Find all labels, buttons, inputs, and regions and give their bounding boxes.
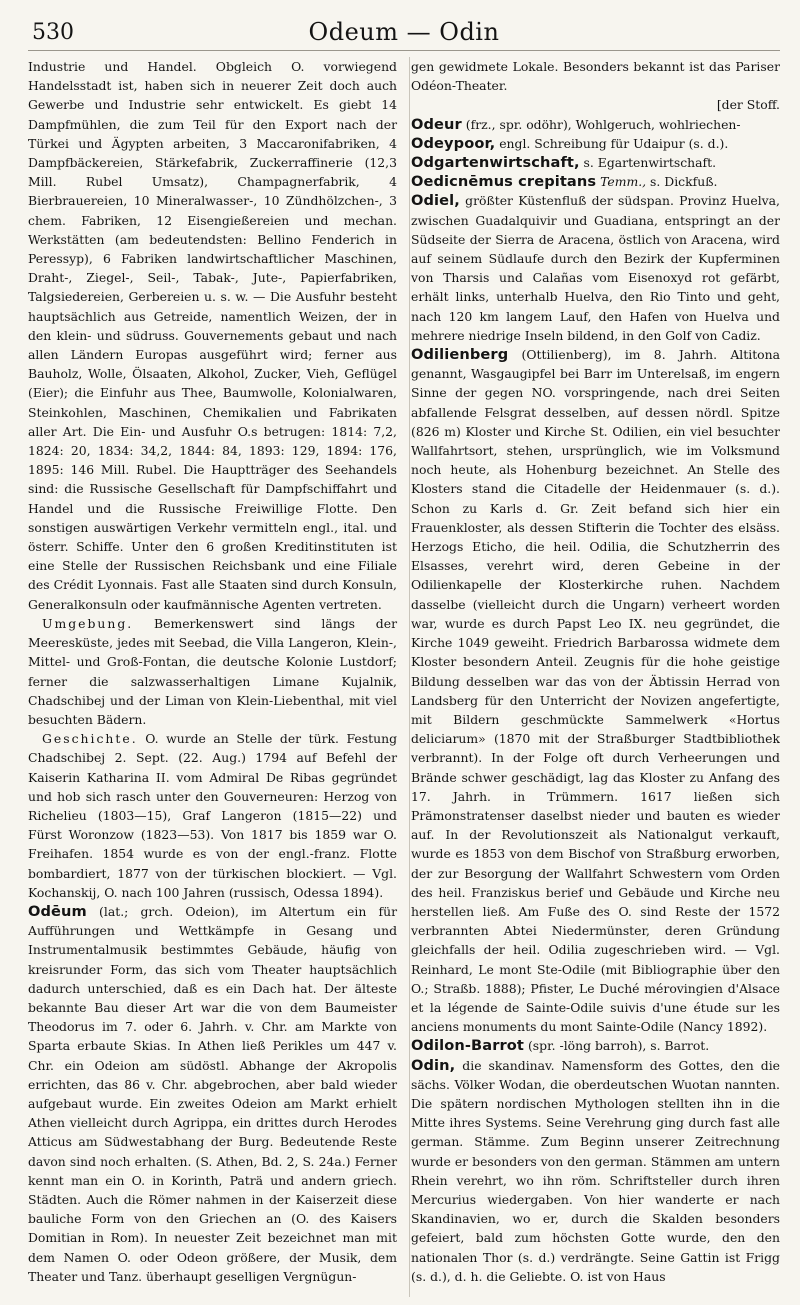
headword-odgartenwirtschaft: Odgartenwirtschaft, (411, 154, 580, 172)
entry-odilon-barrot-text: (spr. -löng barroh), s. Barrot. (524, 1038, 710, 1054)
section-lead-surroundings: Umgebung. (42, 615, 134, 631)
headword-oedicnemus: Oedicnēmus crepitans (411, 173, 597, 191)
column-divider (409, 57, 410, 1297)
entry-odeum (28, 902, 397, 1286)
carryover-note: [der Stoff. (716, 97, 780, 113)
headword-odeum: Odēum (28, 902, 87, 920)
page-number: 530 (32, 20, 74, 45)
paragraph-surroundings (28, 614, 397, 729)
page-header (28, 14, 780, 51)
right-column (411, 57, 780, 1297)
entry-odeur-text: (frz., spr. odöhr), Wohlgeruch, wohlriechen- (461, 116, 741, 132)
entry-odgartenwirtschaft-text: s. Egartenwirtschaft. (579, 155, 717, 171)
entry-odeypoor-text: engl. Schreibung für Udaipur (s. d.). (495, 135, 729, 151)
headword-odiel: Odiel, (411, 192, 460, 210)
entry-oedicnemus (411, 172, 780, 191)
authority-oedicnemus: Temm., (596, 174, 647, 190)
entry-odilon-barrot (411, 1036, 780, 1055)
entry-odiel-text: größter Küstenfluß der südspan. Provinz Huelva, zwischen Guadalquivir und Guadiana, entspringt an der Südseite der Sierra de Aracena, östlich von Aracena, wird auf seinem Südlaufe durch den Bezirk der Kupferminen von Tharsis und Calañas vom Eisenoxyd rot gefärbt, erhält links, unterhalb Huelva, den Rio Tinto und geht, nach 120 km langem Lauf, den Hafen von Huelva und mehrere niedrige Inseln bildend, in den Golf von Cadiz. (411, 193, 780, 343)
entry-odeum-text: (lat.; grch. Odeion), im Altertum ein für Aufführungen und Wettkämpfe in Gesang und Instrumentalmusik bestimmtes Gebäude, häufig von kreisrunder Form, das sich vom Theater hauptsächlich dadurch unterschied, daß es ein Dach hat. Der älteste bekannte Bau dieser Art war die von dem Baumeister Theodorus im 7. oder 6. Jahrh. v. Chr. am Markte von Sparta erbaute Skias. In Athen ließ Perikles um 447 v. Chr. ein Odeion am südöstl. Abhange der Akropolis errichten, das 86 v. Chr. abgebrochen, aber bald wieder aufgebaut wurde. Ein zweites Odeion am Markt erhielt Athen vielleicht durch Agrippa, ein drittes durch Herodes Atticus am Südwestabhang der Burg. Bedeutende Reste davon sind noch erhalten. (S. Athen, Bd. 2, S. 24a.) Ferner kennt man ein O. in Korinth, Paträ und andern griech. Städten. Auch die Römer nahmen in der Kaiserzeit diese bauliche Form von den Griechen an (O. des Kaisers Domitian in Rom). In neuester Zeit bezeichnet man mit dem Namen O. oder Odeon größere, der Musik, dem Theater und Tanz. überhaupt geselligen Vergnügun- (28, 903, 397, 1284)
entry-odeum-continued-text: gen gewidmete Lokale. Besonders bekannt ist das Pariser Odéon-Theater. (411, 59, 780, 94)
entry-odeur (411, 115, 780, 134)
entry-odilienberg-text: (Ottilienberg), im 8. Jahrh. Altitona genannt, Wasgaugipfel bei Barr im Unterelsaß, im engern Sinne der gegen NO. vorspringende, nach drei Seiten abfallende Felsgrat desselben, auf dessen nördl. Spitze (826 m) Kloster und Kirche St. Odilien, ein viel besuchter Wallfahrtsort, stehen, ursprünglich, wie im Volksmund noch heute, als Hohenburg bezeichnet. An Stelle des Klosters stand die Citadelle der Heidenmauer (s. d.). Schon zu Karls d. Gr. Zeit befand sich hier ein Frauenkloster, als dessen Stifterin die Tochter des elsäss. Herzogs Eticho, die heil. Odilia, die Schutzherrin des Elsasses, verehrt wird, deren Gebeine in der Odilienkapelle der Klosterkirche ruhen. Nachdem dasselbe (vielleicht durch die Ungarn) verheert worden war, wurde es durch Papst Leo IX. neu gegründet, die Kirche 1049 geweiht. Friedrich Barbarossa widmete dem Kloster besondern Anteil. Zeugnis für die hohe geistige Bildung desselben war das von der Äbtissin Herrad von Landsberg für den Unterricht der Novizen angefertigte, mit Bildern geschmückte Sammelwerk «Hortus deliciarum» (1870 mit der Straßburger Stadtbibliothek verbrannt). In der Folge oft durch Verheerungen und Brände schwer geschädigt, lag das Kloster zu Anfang des 17. Jahrh. in Trümmern. 1617 ließen sich Prämonstratenser daselbst nieder und bauten es wieder auf. In der Revolutionszeit als Nationalgut verkauft, wurde es 1853 von dem Bischof von Straßburg erworben, der zur Besorgung der Wallfahrt Schwestern vom Orden des heil. Franziskus berief und Gebäude und Kirche neu herstellen ließ. Am Fuße des O. sind Reste der 1572 verbrannten Abtei Niedermünster, deren Gründung gleichfalls der heil. Odilia zugeschrieben wird. — Vgl. Reinhard, Le mont Ste-Odile (mit Bibliographie über den O.; Straßb. 1888); Pfister, Le Duché mérovingien d'Alsace et la légende de Sainte-Odile suivis d'une étude sur les anciens monuments du mont Sainte-Odile (Nancy 1892). (411, 347, 780, 1035)
section-lead-history: Geschichte. (42, 731, 138, 747)
text-columns (28, 57, 780, 1297)
entry-odin (411, 1056, 780, 1286)
paragraph-history (28, 729, 397, 902)
entry-odiel (411, 191, 780, 345)
headword-odin: Odin, (411, 1056, 456, 1074)
headword-odilienberg: Odilienberg (411, 346, 509, 364)
paragraph-history-text: O. wurde an Stelle der türk. Festung Chadschibej 2. Sept. (22. Aug.) 1794 auf Befehl der Kaiserin Katharina II. vom Admiral De Ribas gegründet und hob sich rasch unter den Gouverneuren: Herzog von Richelieu (1803—15), Graf Langeron (1815—22) und Fürst Woronzow (1823—53). Von 1817 bis 1859 war O. Freihafen. 1854 wurde es von der engl.-franz. Flotte bombardiert, 1877 von der türkischen blockiert. — Vgl. Kochanskij, O. nach 100 Jahren (russisch, Odessa 1894). (28, 731, 397, 900)
paragraph-industry: Industrie und Handel. Obgleich O. vorwiegend Handelsstadt ist, haben sich in neuerer Zeit doch auch Gewerbe und Industrie sehr entwickelt. Es giebt 14 Dampfmühlen, die zum Teil für den Export nach der Türkei und Ägypten arbeiten, 3 Maccaronifabriken, 4 Dampfbäckereien, Stärkefabrik, Zuckerraffinerie (12,3 Mill. Rubel Umsatz), Champagnerfabrik, 4 Bierbrauereien, 10 Mineralwasser-, 10 Zündhölzchen-, 3 chem. Fabriken, 12 Eisengießereien und mechan. Werkstätten (am bedeutendsten: Bellino Fenderich in Peressyp), 6 Fabriken landwirtschaftlicher Maschinen, Draht-, Ziegel-, Seil-, Tabak-, Jute-, Papierfabriken, Talgsiedereien, Gerbereien u. s. w. — Die Ausfuhr besteht hauptsächlich aus Getreide, namentlich Weizen, der in den klein- und südruss. Gouvernements gebaut und nach allen Ländern Europas ausgeführt wird; ferner aus Bauholz, Wolle, Ölsaaten, Alkohol, Zucker, Vieh, Geflügel (Eier); die Einfuhr aus Thee, Baumwolle, Kolonialwaren, Steinkohlen, Maschinen, Chemikalien und Fabrikaten aller Art. Die Ein- und Ausfuhr O.s betrugen: 1814: 7,2, 1824: 20, 1834: 34,2, 1844: 84, 1893: 129, 1894: 176, 1895: 146 Mill. Rubel. Die Hauptträger des Seehandels sind: die Russische Gesellschaft für Dampfschiffahrt und Handel und die Russische Freiwillige Flotte. Den sonstigen auswärtigen Verkehr vermitteln engl., ital. und österr. Schiffe. Unter den 6 großen Kreditinstituten ist eine Stelle der Russischen Reichsbank und eine Filiale des Crédit Lyonnais. Fast alle Staaten sind durch Konsuln, Generalkonsuln oder kaufmännische Agenten vertreten. (28, 59, 397, 612)
headword-odeur: Odeur (411, 115, 462, 133)
entry-odeum-continued (411, 57, 780, 115)
entry-odeypoor (411, 134, 780, 153)
entry-oedicnemus-text: s. Dickfuß. (646, 174, 718, 190)
left-column (28, 57, 397, 1297)
entry-odilienberg (411, 345, 780, 1036)
running-head: Odeum — Odin (308, 18, 500, 46)
entry-odin-text: die skandinav. Namensform des Gottes, den die sächs. Völker Wodan, die oberdeutschen Wuotan nannten. Die spätern nordischen Mythologen stellten ihn in die Mitte ihres Systems. Seine Verehrung ging durch fast alle german. Stämme. Zum Beginn unserer Zeitrechnung wurde er besonders von den german. Stämmen am untern Rhein verehrt, wo ihn röm. Schriftsteller durch ihren Mercurius wiedergaben. Von hier wanderte er nach Skandinavien, wo er, durch die Skalden besonders gefeiert, bald zum höchsten Gotte wurde, den den nationalen Thor (s. d.) verdrängte. Seine Gattin ist Frigg (s. d.), d. h. die Geliebte. O. ist von Haus (411, 1057, 780, 1284)
entry-odgartenwirtschaft (411, 153, 780, 172)
headword-odeypoor: Odeypoor, (411, 134, 496, 152)
headword-odilon-barrot: Odilon-Barrot (411, 1037, 524, 1055)
paragraph-surroundings-text: Bemerkenswert sind längs der Meeresküste, jedes mit Seebad, die Villa Langeron, Klein-, Mittel- und Groß-Fontan, die deutsche Kolonie Lustdorf; ferner die salzwasserhaltigen Limane Kujalnik, Chadschibej und der Liman von Klein-Liebenthal, mit viel besuchten Bädern. (28, 615, 397, 727)
